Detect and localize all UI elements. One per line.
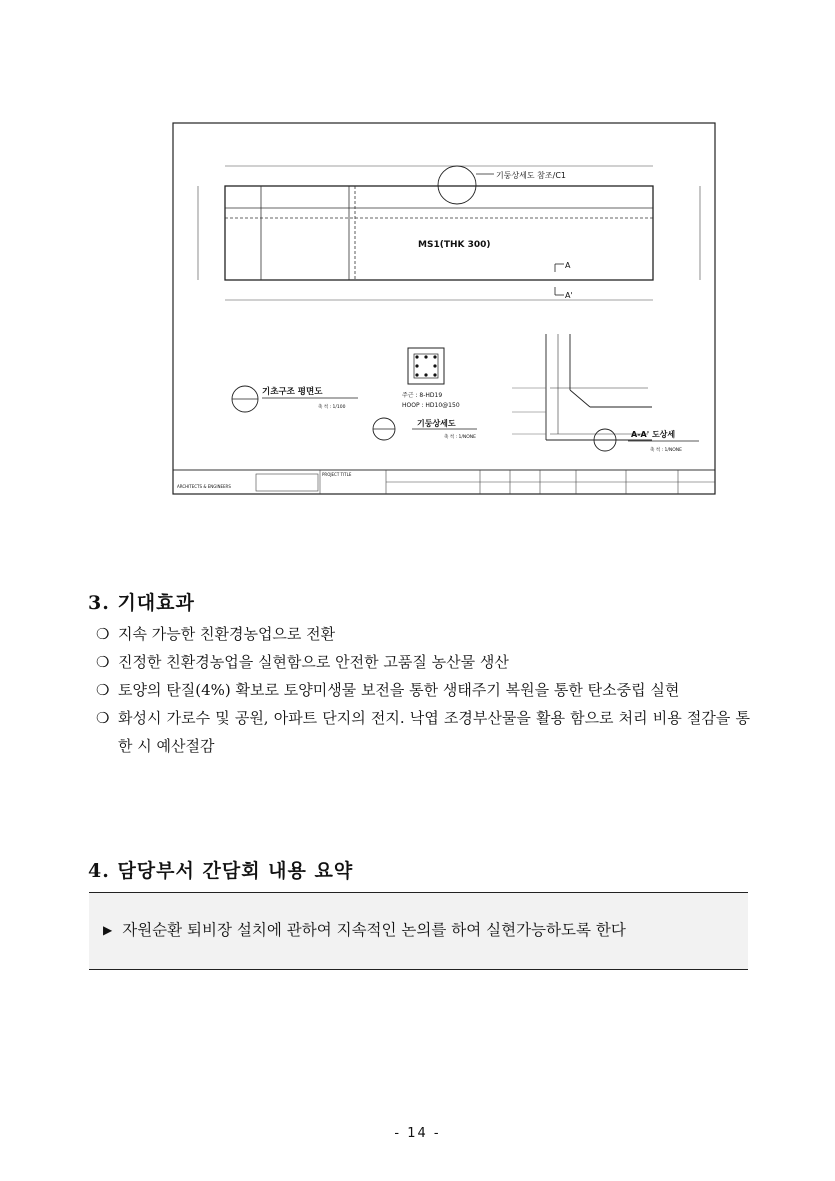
circle-bullet-icon: ❍ xyxy=(96,625,110,643)
circle-bullet-icon: ❍ xyxy=(96,653,110,671)
triangle-arrow-icon: ▶ xyxy=(103,923,113,937)
section3-heading: 3. 기대효과 xyxy=(88,592,195,614)
summary-text: 자원순환 퇴비장 설치에 관하여 지속적인 논의를 하여 실현가능하도록 한다 xyxy=(122,921,626,939)
summary-row xyxy=(103,918,626,940)
expected-effects-list xyxy=(96,620,750,760)
column-scale: 축 척 : 1/NONE xyxy=(444,435,476,440)
list-item-text: 화성시 가로수 및 공원, 아파트 단지의 전지. 낙엽 조경부산물을 활용 함으로 처리 비용 절감을 통한 시 예산절감 xyxy=(118,709,750,755)
list-item xyxy=(96,620,750,648)
section-title: A-A' 도상세 xyxy=(631,430,676,439)
list-item xyxy=(96,676,750,704)
list-item-text: 지속 가능한 친환경농업으로 전환 xyxy=(118,625,336,643)
page-number: - 14 - xyxy=(394,1126,441,1141)
column-spec-main: 주근 : 8-HD19 xyxy=(402,392,443,399)
section-mark-a-prime: A' xyxy=(565,291,573,300)
column-spec-hoop: HOOP : HD10@150 xyxy=(402,402,460,409)
column-callout-label: 기둥상세도 참조/C1 xyxy=(496,171,567,180)
circle-bullet-icon: ❍ xyxy=(96,709,110,727)
plan-title: 기초구조 평면도 xyxy=(262,387,323,397)
slab-label: MS1(THK 300) xyxy=(418,240,491,250)
plan-scale: 축 척 : 1/100 xyxy=(318,405,346,410)
section-scale: 축 척 : 1/NONE xyxy=(650,448,682,453)
list-item xyxy=(96,704,750,760)
list-item xyxy=(96,648,750,676)
section-mark-a: A xyxy=(565,261,571,270)
meeting-summary-box xyxy=(89,892,748,970)
foundation-drawing xyxy=(172,122,716,496)
circle-bullet-icon: ❍ xyxy=(96,681,110,699)
title-block-project: PROJECT TITLE xyxy=(322,472,352,477)
list-item-text: 토양의 탄질(4%) 확보로 토양미생물 보전을 통한 생태주기 복원을 통한 탄소중립 실현 xyxy=(118,681,680,699)
title-block-firm: ARCHITECTS & ENGINEERS xyxy=(177,484,231,489)
section4-heading: 4. 담당부서 간담회 내용 요약 xyxy=(88,860,354,882)
drawing-svg xyxy=(172,122,716,496)
list-item-text: 진정한 친환경농업을 실현함으로 안전한 고품질 농산물 생산 xyxy=(118,653,509,671)
column-title: 기둥상세도 xyxy=(417,419,456,428)
